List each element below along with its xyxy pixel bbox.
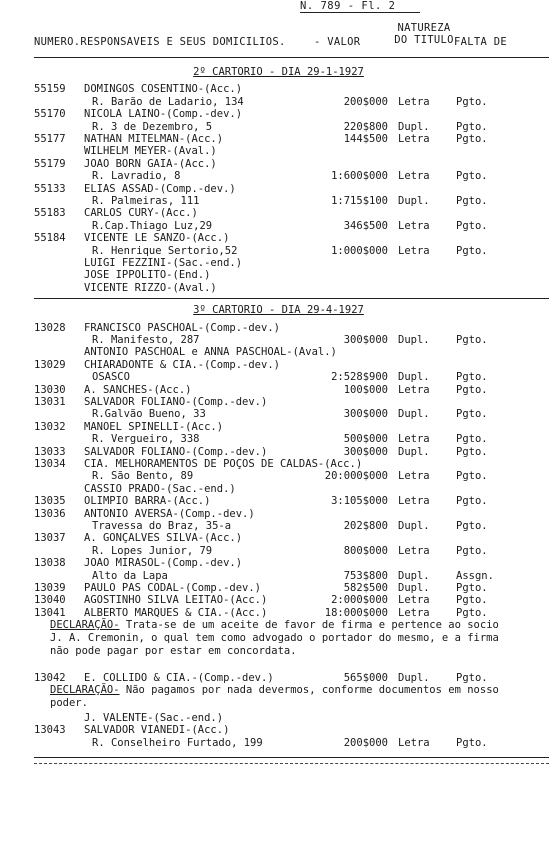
- declaration-label: DECLARAÇÃO-: [50, 684, 120, 697]
- responsible-name: JOSE IPPOLITO-(End.): [84, 269, 211, 282]
- table-row: [0, 121, 557, 134]
- responsible-name: MANOEL SPINELLI-(Acc.): [84, 420, 224, 433]
- title-nature: Dupl.: [398, 334, 430, 346]
- table-row: [0, 532, 557, 545]
- title-nature: Dupl.: [398, 582, 430, 594]
- title-nature: Letra: [398, 383, 430, 396]
- table-row: [0, 269, 557, 282]
- protest-reason: Pgto.: [456, 594, 488, 607]
- responsible-name: VICENTE RIZZO-(Aval.): [84, 281, 217, 294]
- protest-reason: Pgto.: [456, 371, 488, 384]
- protest-number: 13030: [34, 383, 66, 396]
- protest-reason: Pgto.: [456, 133, 488, 145]
- section-title: [0, 304, 557, 317]
- table-row: [0, 582, 557, 595]
- responsible-name: J. VALENTE-(Sac.-end.): [84, 712, 224, 724]
- protest-number: 55179: [34, 157, 66, 170]
- table-row: [0, 433, 557, 446]
- responsible-name: DOMINGOS COSENTINO-(Acc.): [84, 83, 243, 96]
- responsible-address: R. 3 de Dezembro, 5: [92, 120, 213, 133]
- protest-reason: Pgto.: [456, 736, 488, 749]
- title-nature: Dupl.: [398, 371, 430, 384]
- responsible-name: SALVADOR VIANEDI-(Acc.): [84, 724, 230, 737]
- protest-number: 55177: [34, 133, 66, 145]
- table-row: [0, 232, 557, 245]
- table-row: [0, 346, 557, 359]
- responsible-address: R.Cap.Thiago Luz,29: [92, 219, 213, 232]
- protest-reason: Pgto.: [456, 470, 488, 483]
- declaration-label: DECLARAÇÃO-: [50, 619, 120, 632]
- protest-number: 13037: [34, 532, 66, 545]
- protest-number: 55183: [34, 207, 66, 220]
- protest-number: 13028: [34, 321, 66, 334]
- protest-number: 13043: [34, 724, 66, 737]
- title-nature: Dupl.: [398, 408, 430, 421]
- table-row: [0, 322, 557, 335]
- responsible-name: AGOSTINHO SILVA LEITAO-(Acc.): [84, 594, 268, 607]
- protest-reason: Pgto.: [456, 520, 488, 532]
- title-value: 753$800: [343, 569, 388, 582]
- responsible-address: OSASCO: [92, 371, 130, 384]
- responsible-name: VICENTE LE SANZO-(Acc.): [84, 232, 230, 245]
- header-falta: FALTA DE: [454, 36, 507, 48]
- protest-reason: Pgto.: [456, 383, 488, 396]
- protest-reason: Pgto.: [456, 433, 488, 446]
- protest-reason: Pgto.: [456, 120, 488, 133]
- responsible-address: R.Galvão Bueno, 33: [92, 408, 206, 421]
- responsible-address: R. Manifesto, 287: [92, 334, 200, 346]
- protest-reason: Pgto.: [456, 495, 488, 508]
- title-nature: Letra: [398, 606, 430, 619]
- title-value: 20:000$000: [324, 470, 388, 483]
- table-row: [0, 712, 557, 725]
- title-nature: Dupl.: [398, 520, 430, 532]
- responsible-name: ELIAS ASSAD-(Comp.-dev.): [84, 182, 236, 195]
- title-nature: Letra: [398, 544, 430, 557]
- table-row: [0, 545, 557, 558]
- title-value: 2:000$000: [331, 594, 388, 607]
- title-value: 582$500: [343, 582, 388, 594]
- protest-number: 13032: [34, 420, 66, 433]
- protest-reason: Pgto.: [456, 170, 488, 183]
- title-value: 300$000: [343, 334, 388, 346]
- responsible-name: CIA. MELHORAMENTOS DE POÇOS DE CALDAS-(Acc.): [84, 458, 363, 470]
- section-title-text: 2º CARTORIO - DIA 29-1-1927: [193, 66, 364, 78]
- protest-number: 13036: [34, 507, 66, 520]
- declaration: [50, 619, 500, 658]
- table-row: [0, 470, 557, 483]
- table-row: [0, 737, 557, 750]
- title-nature: Dupl.: [398, 569, 430, 582]
- title-nature: Letra: [398, 594, 430, 607]
- header-responsaveis: RESPONSAVEIS E SEUS DOMICILIOS.: [80, 36, 286, 48]
- header-numero: NUMERO.: [34, 36, 81, 48]
- table-row: [0, 570, 557, 583]
- protest-reason: Pgto.: [456, 408, 488, 421]
- table-row: [0, 257, 557, 270]
- table-row: [0, 282, 557, 295]
- title-nature: Letra: [398, 736, 430, 749]
- title-nature: Dupl.: [398, 195, 430, 207]
- title-value: 300$000: [343, 445, 388, 458]
- title-nature: Letra: [398, 470, 430, 483]
- protest-reason: Pgto.: [456, 219, 488, 232]
- title-nature: Letra: [398, 244, 430, 257]
- protest-reason: Pgto.: [456, 244, 488, 257]
- section-title: [0, 66, 557, 79]
- table-row: [0, 421, 557, 434]
- protest-number: 55133: [34, 182, 66, 195]
- page-reference: N. 789 - Fl. 2: [300, 0, 396, 12]
- title-value: 1:600$000: [331, 170, 388, 183]
- responsible-name: A. SANCHES-(Acc.): [84, 383, 192, 396]
- responsible-name: WILHELM MEYER-(Aval.): [84, 145, 217, 158]
- responsible-name: OLIMPIO BARRA-(Acc.): [84, 495, 211, 508]
- protest-number: 13029: [34, 358, 66, 371]
- table-row: [0, 508, 557, 521]
- responsible-name: ALBERTO MARQUES & CIA.-(Acc.): [84, 606, 268, 619]
- declaration: [50, 684, 500, 710]
- title-value: 2:528$900: [331, 371, 388, 384]
- protest-number: 55184: [34, 232, 66, 245]
- table-row: [0, 83, 557, 96]
- responsible-address: R. Conselheiro Furtado, 199: [92, 736, 263, 749]
- responsible-name: CHIARADONTE & CIA.-(Comp.-dev.): [84, 358, 280, 371]
- table-row: [0, 245, 557, 258]
- responsible-name: FRANCISCO PASCHOAL-(Comp.-dev.): [84, 321, 280, 334]
- table-row: [0, 607, 557, 620]
- title-value: 346$500: [343, 219, 388, 232]
- title-value: 200$000: [343, 736, 388, 749]
- responsible-address: R. Henrique Sertorio,52: [92, 244, 238, 257]
- responsible-address: Alto da Lapa: [92, 569, 168, 582]
- responsible-name: CARLOS CURY-(Acc.): [84, 207, 198, 220]
- table-row: [0, 446, 557, 459]
- responsible-address: R. Vergueiro, 338: [92, 433, 200, 446]
- table-row: [0, 145, 557, 158]
- responsible-address: R. Lopes Junior, 79: [92, 544, 213, 557]
- table-row: [0, 371, 557, 384]
- title-value: 200$000: [343, 95, 388, 108]
- table-row: [0, 158, 557, 171]
- header-valor: - VALOR: [314, 36, 361, 48]
- title-nature: Dupl.: [398, 671, 430, 684]
- table-row: [0, 195, 557, 208]
- responsible-name: JOAO BORN GAIA-(Acc.): [84, 157, 217, 170]
- protest-reason: Pgto.: [456, 671, 488, 684]
- table-row: [0, 557, 557, 570]
- protest-reason: Pgto.: [456, 334, 488, 346]
- title-nature: Dupl.: [398, 120, 430, 133]
- protest-number: 13033: [34, 445, 66, 458]
- table-row: [0, 396, 557, 409]
- responsible-name: PAULO PAS CODAL-(Comp.-dev.): [84, 582, 262, 594]
- protest-reason: Pgto.: [456, 582, 488, 594]
- responsible-name: ANTONIO PASCHOAL e ANNA PASCHOAL-(Aval.): [84, 346, 337, 359]
- section-title-text: 3º CARTORIO - DIA 29-4-1927: [193, 304, 364, 317]
- title-value: 1:715$100: [331, 195, 388, 207]
- column-headers: [34, 22, 549, 56]
- title-value: 500$000: [343, 433, 388, 446]
- title-value: 18:000$000: [324, 606, 388, 619]
- protest-reason: Pgto.: [456, 95, 488, 108]
- protest-number: 55170: [34, 108, 66, 121]
- title-nature: Letra: [398, 433, 430, 446]
- table-row: [0, 207, 557, 220]
- header-natureza-titulo: NATUREZA DO TITULO: [394, 22, 454, 46]
- title-nature: Letra: [398, 170, 430, 183]
- title-nature: Letra: [398, 219, 430, 232]
- title-value: 3:105$000: [331, 495, 388, 508]
- declaration-text: Não pagamos por nada devermos, conforme documentos em nosso poder.: [50, 684, 499, 710]
- table-row: [0, 170, 557, 183]
- table-row: [0, 133, 557, 146]
- responsible-name: NICOLA LAINO-(Comp.-dev.): [84, 108, 243, 121]
- table-row: [0, 183, 557, 196]
- table-row: [0, 334, 557, 347]
- responsible-address: R. São Bento, 89: [92, 470, 194, 483]
- protest-reason: Pgto.: [456, 544, 488, 557]
- responsible-name: ANTONIO AVERSA-(Comp.-dev.): [84, 507, 255, 520]
- title-value: 300$000: [343, 408, 388, 421]
- title-nature: Letra: [398, 133, 430, 145]
- responsible-name: A. GONÇALVES SILVA-(Acc.): [84, 532, 243, 545]
- responsible-address: R. Barão de Ladario, 134: [92, 95, 244, 108]
- table-row: [0, 483, 557, 496]
- title-nature: Dupl.: [398, 445, 430, 458]
- header-numero-responsaveis: [34, 36, 286, 49]
- title-nature: Letra: [398, 495, 430, 508]
- responsible-name: SALVADOR FOLIANO-(Comp.-dev.): [84, 445, 268, 458]
- protest-number: 13042: [34, 671, 66, 684]
- protest-reason: Pgto.: [456, 445, 488, 458]
- title-value: 144$500: [343, 133, 388, 145]
- responsible-name: CASSIO PRADO-(Sac.-end.): [84, 482, 236, 495]
- protest-number: 13031: [34, 396, 66, 408]
- protest-reason: Pgto.: [456, 195, 488, 207]
- table-row: [0, 408, 557, 421]
- protest-number: 13040: [34, 594, 66, 607]
- responsible-name: JOAO MIRASOL-(Comp.-dev.): [84, 557, 243, 570]
- responsible-address: R. Lavradio, 8: [92, 170, 181, 183]
- title-value: 1:000$000: [331, 244, 388, 257]
- title-value: 220$800: [343, 120, 388, 133]
- table-row: [0, 359, 557, 372]
- responsible-name: E. COLLIDO & CIA.-(Comp.-dev.): [84, 671, 274, 684]
- responsible-name: SALVADOR FOLIANO-(Comp.-dev.): [84, 396, 268, 408]
- bottom-rule-dashed: [34, 763, 549, 764]
- protest-number: 13039: [34, 582, 66, 594]
- table-row: [0, 594, 557, 607]
- table-row: [0, 672, 557, 685]
- responsible-address: R. Palmeiras, 111: [92, 195, 200, 207]
- table-row: [0, 96, 557, 109]
- table-row: [0, 108, 557, 121]
- title-value: 100$000: [343, 383, 388, 396]
- table-row: [0, 458, 557, 471]
- section-divider: [34, 298, 549, 299]
- table-row: [0, 520, 557, 533]
- table-row: [0, 495, 557, 508]
- bottom-rule: [34, 757, 549, 758]
- table-row: [0, 384, 557, 397]
- protest-number: 13041: [34, 606, 66, 619]
- responsible-address: Travessa do Braz, 35-a: [92, 520, 232, 532]
- table-row: [0, 724, 557, 737]
- title-value: 800$000: [343, 544, 388, 557]
- protest-reason: Assgn.: [456, 569, 494, 582]
- responsible-name: NATHAN MITELMAN-(Acc.): [84, 133, 224, 145]
- title-value: 202$800: [343, 520, 388, 532]
- title-value: 565$000: [343, 671, 388, 684]
- responsible-name: LUIGI FEZZINI-(Sac.-end.): [84, 257, 243, 269]
- protest-number: 55159: [34, 83, 66, 96]
- declaration-text: Trata-se de um aceite de favor de firma e pertence ao socio J. A. Cremonin, o qual tem como advogado o portador do mesmo, e a firma não pode pagar por estar em concordata.: [50, 619, 499, 658]
- table-row: [0, 220, 557, 233]
- protest-reason: Pgto.: [456, 606, 488, 619]
- protest-number: 13035: [34, 495, 66, 508]
- header-rule: [34, 57, 549, 58]
- protest-number: 13038: [34, 557, 66, 570]
- protest-number: 13034: [34, 458, 66, 470]
- title-nature: Letra: [398, 95, 430, 108]
- page-reference-rule: [300, 12, 420, 13]
